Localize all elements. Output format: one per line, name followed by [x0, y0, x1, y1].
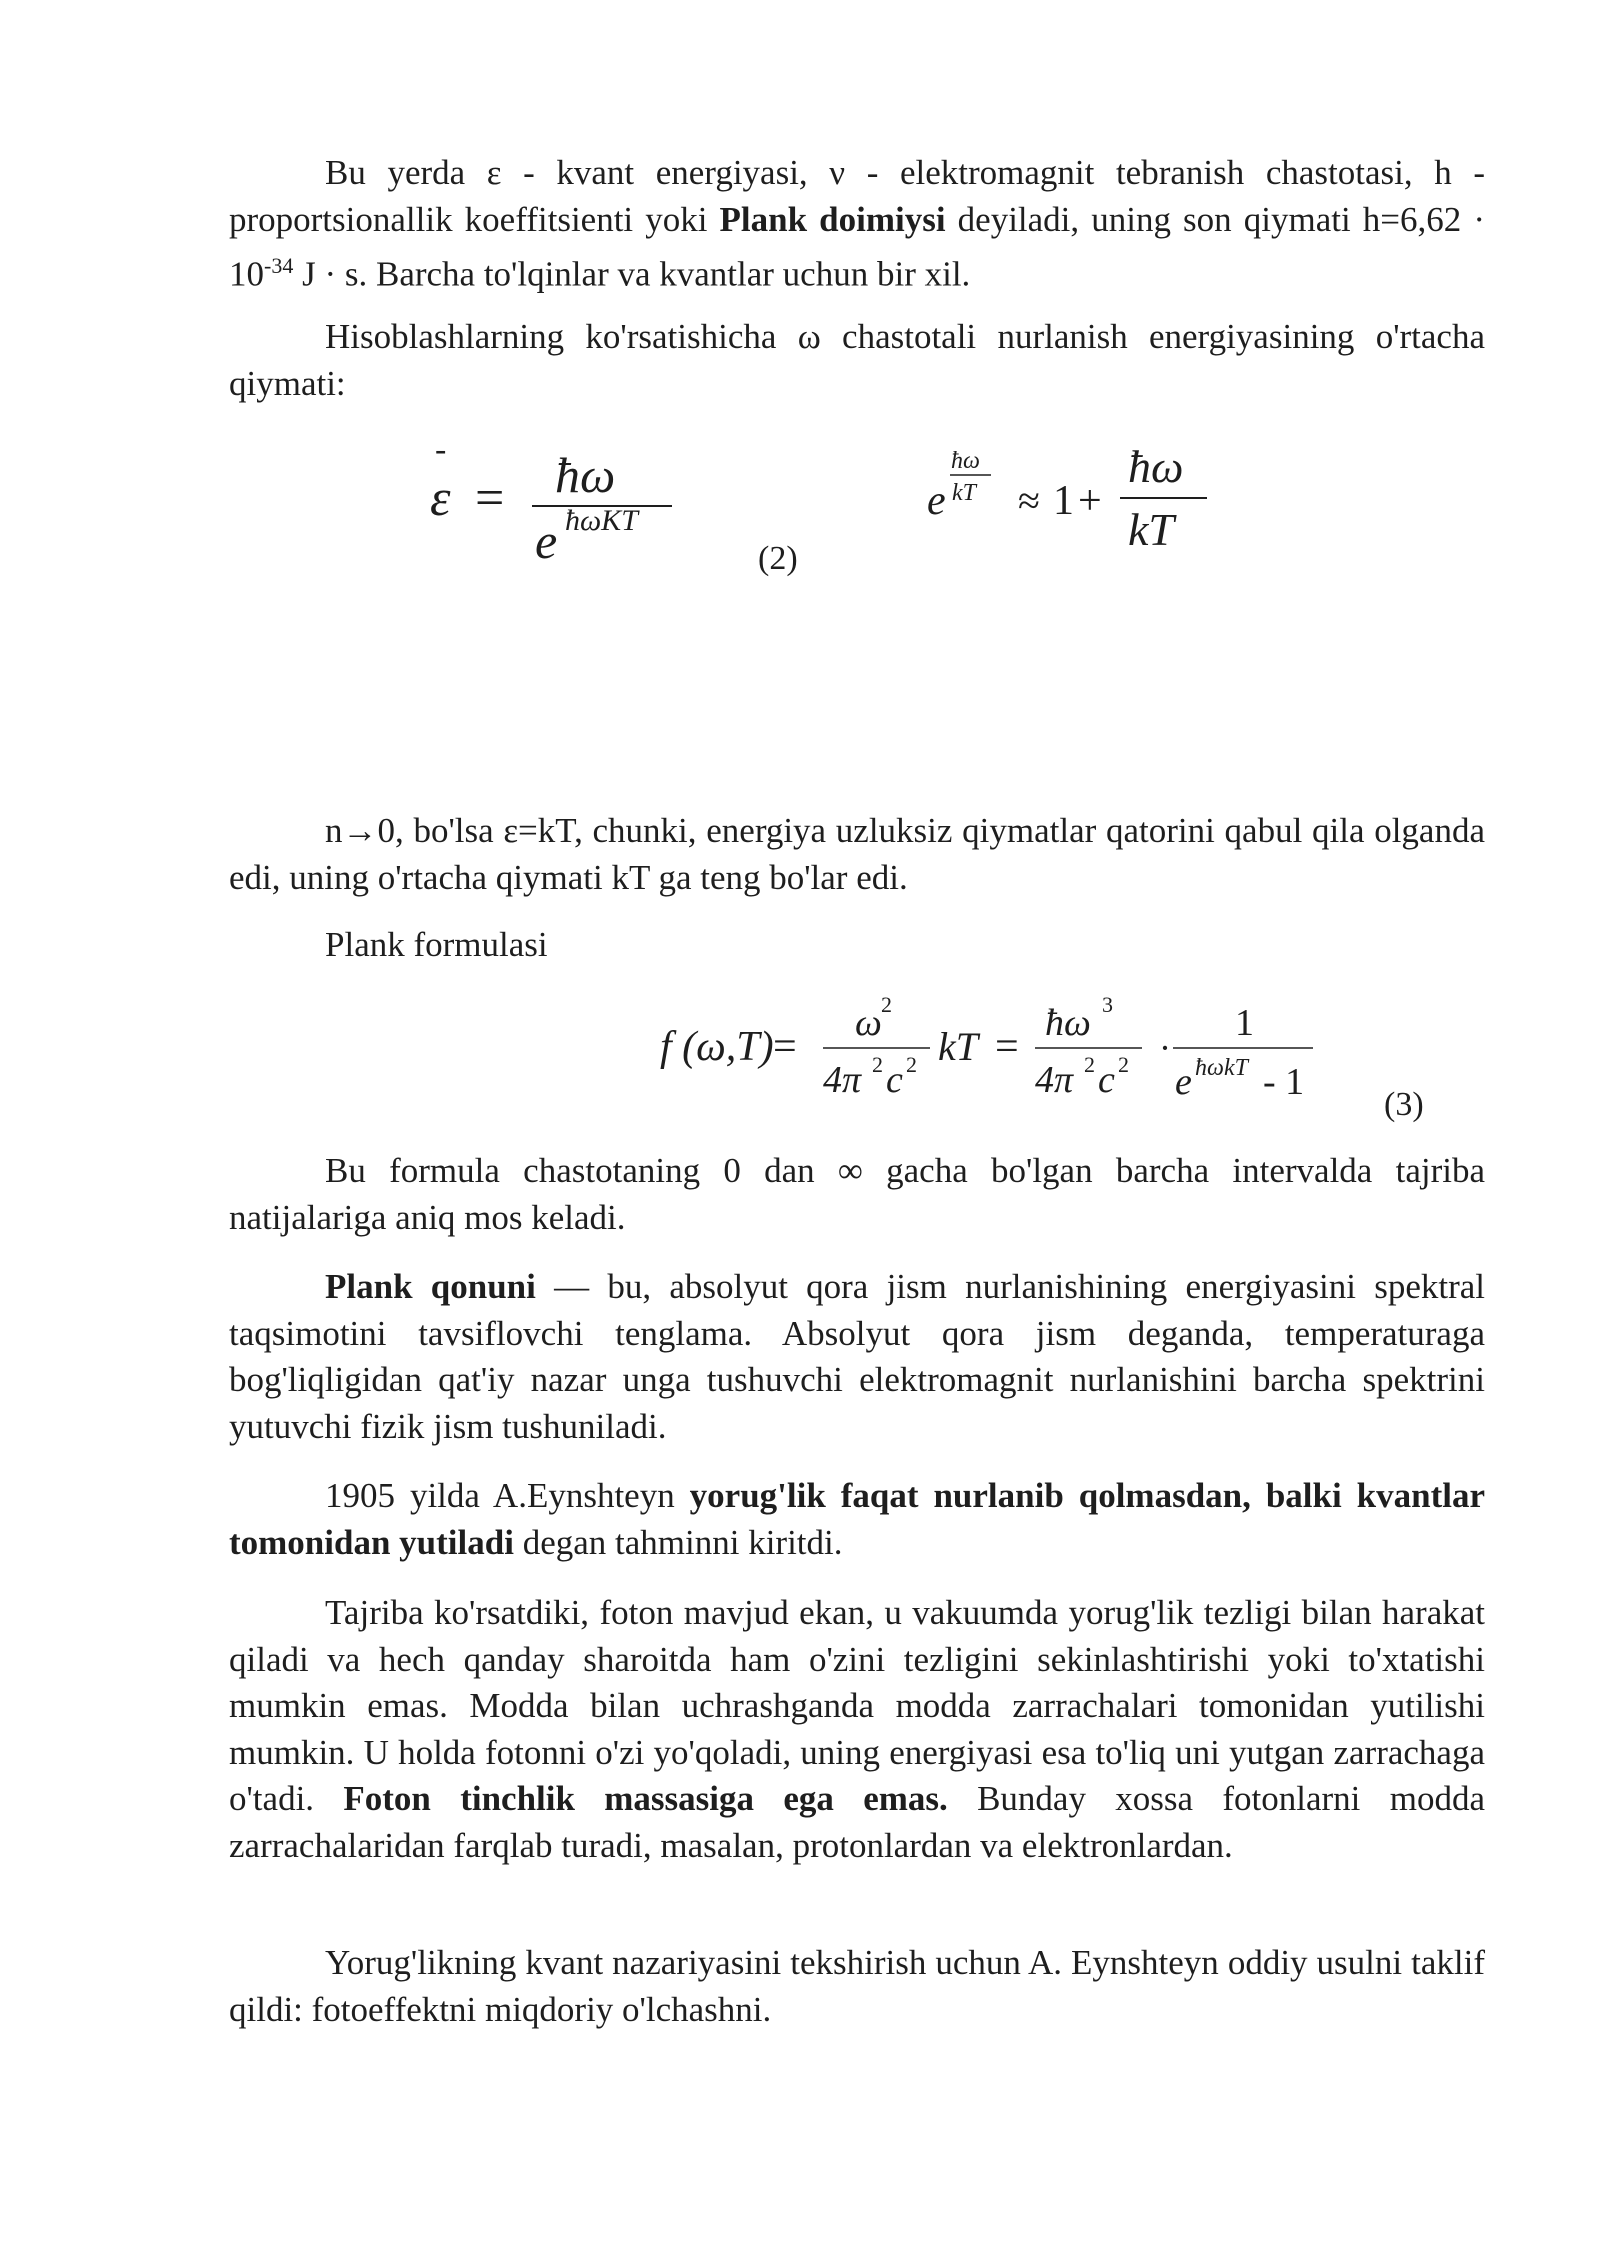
- speed-of-light-c: c: [1098, 1059, 1115, 1101]
- fraction2-numerator-hbar-omega: ħω: [1045, 1002, 1091, 1044]
- denominator-kt: kT: [1128, 504, 1174, 555]
- text-run: Bu formula chastotaning 0 dan ∞ gacha bo'lgan barcha intervalda tajriba natijalariga aniq mos keladi.: [229, 1151, 1485, 1237]
- one: 1: [1053, 478, 1074, 524]
- numerator-hbar-omega: ħω: [555, 447, 616, 503]
- equation-exponent-approximation: [915, 440, 1215, 580]
- exponent: -34: [264, 253, 294, 278]
- exponent-numerator: ħω: [951, 448, 980, 474]
- multiplication-dot: ·: [1159, 1028, 1171, 1068]
- text-run: Bunday xossa fotonlarni modda zarrachalaridan farqlab turadi, masalan, protonlardan va elektronlardan.: [229, 1779, 1485, 1865]
- exponent-denominator: kT: [952, 480, 976, 506]
- bold-statement: yorug'lik faqat nurlanib qolmasdan, balki kvantlar tomonidan yutiladi: [229, 1476, 1485, 1562]
- paragraph-foton-xossalari: [229, 1590, 1485, 1869]
- exp-base-e: e: [927, 478, 946, 524]
- minus-one: - 1: [1263, 1061, 1305, 1103]
- plus-sign: +: [1078, 478, 1102, 524]
- superscript: 2: [872, 1052, 883, 1077]
- text-run: J · s. Barcha to'lqinlar va kvantlar uchun bir xil.: [293, 254, 971, 294]
- text-run: 1905 yilda A.Eynshteyn: [325, 1476, 690, 1515]
- denominator-exponent: ħωKT: [565, 504, 638, 537]
- speed-of-light-c: c: [886, 1059, 903, 1101]
- equation-3-plank-formula: [655, 990, 1335, 1120]
- fraction1-denominator: 4π: [823, 1059, 862, 1101]
- equals-sign: =: [475, 470, 505, 527]
- denominator-e: e: [1175, 1061, 1192, 1103]
- superscript: 2: [881, 992, 892, 1017]
- paragraph-eynshteyn-1905: [229, 1473, 1485, 1566]
- kt-term: kT: [938, 1024, 978, 1069]
- superscript: 3: [1102, 992, 1113, 1017]
- text-run: n→0, bo'lsa ε=kT, chunki, energiya uzluksiz qiymatlar qatorini qabul qila olganda edi, uning o'rtacha qiymati kT ga teng bo'lar edi.: [229, 811, 1485, 897]
- paragraph-klassik-chegara: [229, 808, 1485, 901]
- paragraph-kvant-energiyasi: [229, 150, 1485, 298]
- lhs-f-omega-t: f (ω,T): [660, 1024, 774, 1070]
- bold-statement: Foton tinchlik massasiga ega emas.: [343, 1779, 948, 1818]
- paragraph-formula-mosligi: [229, 1148, 1485, 1241]
- superscript: 2: [1118, 1052, 1129, 1077]
- text-run: Yorug'likning kvant nazariyasini tekshirish uchun A. Eynshteyn oddiy usulni taklif qildi: fotoeffektni miqdoriy o'lchashni.: [229, 1943, 1485, 2029]
- fraction3-numerator-one: 1: [1235, 1002, 1254, 1044]
- denominator-exponent: ħωkT: [1195, 1055, 1248, 1081]
- equals-sign: =: [773, 1024, 797, 1070]
- approx-sign: ≈: [1018, 478, 1040, 523]
- text-run: Tajriba ko'rsatdiki, foton mavjud ekan, u vakuumda yorug'lik tezligi bilan harakat qiladi va hech qanday sharoitda ham o'zini tezligini sekinlashtirishi yoki to'xtatishi mumkin emas. Modda bilan uchrashganda modda zarrachalari tomonidan yutilishi mumkin. U holda fotonni o'zi yo'qoladi, uning energiyasi esa to'liq uni yutgan zarrachaga o'tadi.: [229, 1593, 1485, 1818]
- paragraph-hisoblashlar: [229, 314, 1485, 407]
- equation-number-3: (3): [1384, 1086, 1424, 1123]
- numerator-hbar-omega: ħω: [1128, 441, 1184, 492]
- paragraph-plank-formulasi: [229, 922, 1485, 969]
- bar-mark: -: [435, 431, 447, 468]
- text-run: degan tahminni kiritdi.: [513, 1522, 843, 1562]
- text-run: Hisoblashlarning ko'rsatishicha ω chastotali nurlanish energiyasining o'rtacha qiymati:: [229, 317, 1485, 403]
- text-run: Plank formulasi: [325, 925, 548, 964]
- epsilon-symbol: ε: [430, 470, 451, 527]
- superscript: 2: [1084, 1052, 1095, 1077]
- superscript: 2: [906, 1052, 917, 1077]
- fraction1-numerator-omega: ω: [855, 1002, 882, 1044]
- equals-sign: =: [995, 1024, 1019, 1070]
- paragraph-fotoeffekt: [229, 1940, 1485, 2033]
- equation-number-2: (2): [758, 540, 798, 577]
- bold-term-plank-doimiysi: Plank doimiysi: [719, 199, 946, 239]
- text-run: deyiladi, uning son qiymati h=6,62 · 10: [229, 199, 1485, 294]
- text-run: Bu yerda ε - kvant energiyasi, ν - elektromagnit tebranish chastotasi, h - proportsionallik koeffitsienti yoki: [229, 153, 1485, 239]
- text-run: — bu, absolyut qora jism nurlanishining energiyasini spektral taqsimotini tavsiflovchi tenglama. Absolyut qora jism deganda, temperaturaga bog'liqligidan qat'iy nazar unga tushuvchi elektromagnit nurlanishini barcha spektrini yutuvchi fizik jism tushuniladi.: [229, 1267, 1485, 1446]
- equation-2-mean-energy: [420, 430, 680, 580]
- fraction2-denominator: 4π: [1035, 1059, 1074, 1101]
- denominator-e: e: [535, 513, 558, 569]
- paragraph-plank-qonuni: [229, 1264, 1485, 1450]
- bold-term-plank-qonuni: Plank qonuni: [325, 1267, 536, 1306]
